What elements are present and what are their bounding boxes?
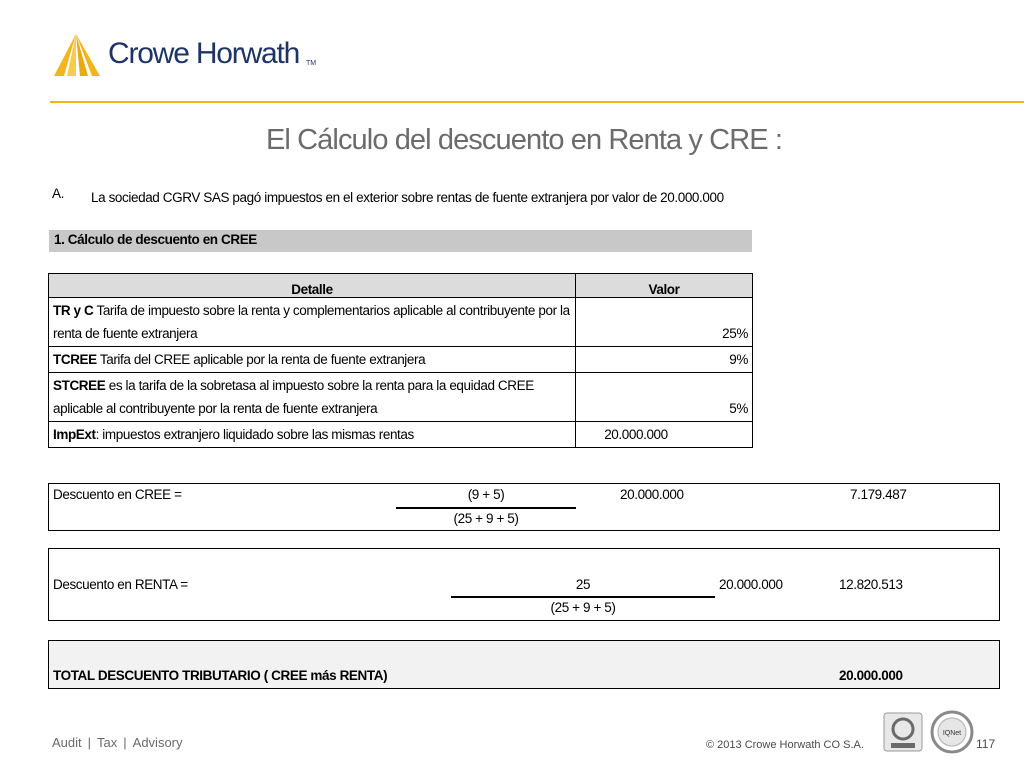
table-cell-value: 9% (576, 347, 753, 373)
term-description: : impuestos extranjero liquidado sobre las mismas rentas (95, 427, 414, 442)
fraction-bar (396, 507, 576, 509)
footer-item-advisory: Advisory (132, 735, 183, 750)
total-value: 20.000.000 (839, 668, 903, 683)
fraction-bar (451, 596, 715, 598)
table-cell-value: 20.000.000 (576, 422, 753, 448)
footer-item-audit: Audit (52, 735, 82, 750)
descuento-cree-numerator: (9 + 5) (467, 487, 505, 502)
badge-label: IQNet (942, 730, 962, 737)
descuento-renta-box (48, 548, 1000, 621)
term-label: ImpExt (53, 427, 96, 442)
term-description: es la tarifa de la sobretasa al impuesto sobre la renta para la equidad CREE aplicable al contribuyente por la renta de fuente extranjera (53, 378, 534, 416)
logo-text: Crowe Horwath (108, 37, 300, 70)
footer-copyright: © 2013 Crowe Horwath CO S.A. (706, 739, 864, 751)
table-cell-detail (49, 298, 576, 347)
term-description: Tarifa del CREE aplicable por la renta de fuente extranjera (96, 352, 426, 367)
slide-title: El Cálculo del descuento en Renta y CRE : (265, 124, 782, 156)
descuento-cree-denominator: (25 + 9 + 5) (453, 511, 519, 526)
descuento-cree-box (48, 483, 1000, 531)
certification-seal-icon (883, 712, 923, 752)
descuento-renta-label: Descuento en RENTA = (53, 577, 188, 592)
footer-separator: | (87, 735, 92, 750)
total-label: TOTAL DESCUENTO TRIBUTARIO ( CREE más RENTA) (53, 668, 388, 683)
table-cell-value: 25% (576, 298, 753, 347)
term-label: STCREE (53, 378, 106, 393)
footer-separator: | (123, 735, 127, 750)
table-row (49, 373, 753, 422)
iqnet-certification-icon (930, 710, 974, 754)
footer-services (52, 735, 183, 750)
term-description: Tarifa de impuesto sobre la renta y complementarios aplicable al contribuyente por la renta de fuente extranjera (53, 303, 570, 341)
page-number: 117 (976, 737, 996, 751)
descuento-renta-numerator: 25 (575, 577, 591, 592)
table-row (49, 347, 753, 373)
footer-item-tax: Tax (97, 735, 118, 750)
crowe-horwath-logo-icon (50, 32, 102, 78)
term-label: TR y C (53, 303, 94, 318)
descuento-cree-result: 7.179.487 (850, 487, 907, 502)
table-cell-detail (49, 422, 576, 448)
descuento-renta-result: 12.820.513 (839, 577, 903, 592)
table-cell-detail (49, 347, 576, 373)
descuento-cree-base: 20.000.000 (620, 487, 684, 502)
table-cell-detail (49, 373, 576, 422)
table-cell-value: 5% (576, 373, 753, 422)
column-header-valor: Valor (576, 274, 753, 298)
descuento-renta-base: 20.000.000 (719, 577, 783, 592)
section-heading: 1. Cálculo de descuento en CREE (49, 230, 752, 252)
detail-table (48, 273, 753, 448)
table-header-row (49, 274, 753, 298)
total-descuento-box (48, 640, 1000, 689)
intro-text: La sociedad CGRV SAS pagó impuestos en el exterior sobre rentas de fuente extranjera por valor de 20.000.000 (91, 190, 724, 205)
table-row (49, 422, 753, 448)
column-header-detalle: Detalle (49, 274, 576, 298)
logo-trademark: TM (306, 60, 317, 67)
header-divider (50, 101, 1024, 103)
table-row (49, 298, 753, 347)
descuento-renta-denominator: (25 + 9 + 5) (550, 600, 616, 615)
descuento-cree-label: Descuento en CREE = (53, 487, 182, 502)
intro-list-marker: A. (52, 186, 64, 201)
term-label: TCREE (53, 352, 97, 367)
